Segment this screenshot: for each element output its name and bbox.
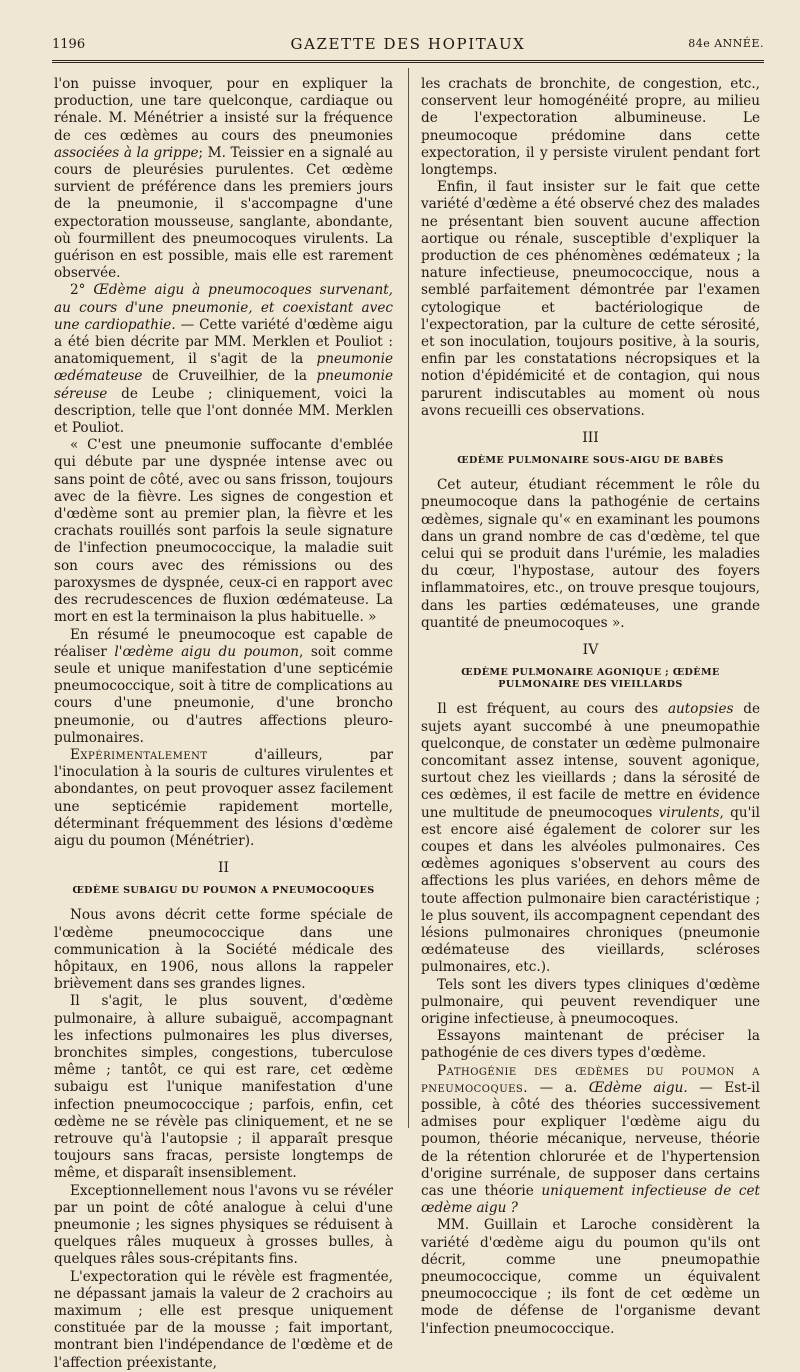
year-label: 84e ANNÉE. xyxy=(688,37,764,50)
paragraph: « C'est une pneumonie suffocante d'emblée qui débute par une dyspnée intense avec ou sans point de côté, avec ou sans frisson, toujours avec de la fièvre. Les signes de congestion et d'œdème sont au premier plan, la fièvre et les crachats rouillés sont parfois la seule signature de l'infection pneumococcique, la maladie suit son cours avec des rémissions ou des paroxysmes de dyspnée, ceux-ci en rapport avec des recrudescences de fluxion œdémateuse. La mort en est la terminaison la plus habituelle. » xyxy=(54,437,393,626)
section-heading: ŒDÈME PULMONAIRE SOUS-AIGU DE BABÈS xyxy=(457,455,724,467)
paragraph: Tels sont les divers types cliniques d'œdème pulmonaire, qui peuvent revendiquer une origine infectieuse, à pneumocoques. xyxy=(421,976,760,1027)
journal-title: GAZETTE DES HOPITAUX xyxy=(290,35,526,53)
paragraph: Exceptionnellement nous l'avons vu se révéler par un point de côté analogue à celui d'une pneumonie ; les signes physiques se réduisent à quelques râles muqueux à grosses bulles, à quelques râles sous-crépitants fins. xyxy=(54,1182,393,1268)
paragraph: Cet auteur, étudiant récemment le rôle du pneumocoque dans la pathogénie de certains œdèmes, signale qu'« en examinant les poumons dans un grand nombre de cas d'œdème, tel que celui qui se produit dans l'urémie, les maladies du cœur, l'hypostase, autour des foyers inflammatoires, etc., on trouve presque toujours, dans les parties œdémateuses, une grande quantité de pneumocoques ». xyxy=(421,477,760,631)
paragraph: les crachats de bronchite, de congestion, etc., conservent leur homogénéité propre, au milieu de l'expectoration albumineuse. Le pneumocoque prédomine dans cette expectoration, il y persiste virulent pendant fort longtemps. xyxy=(421,76,760,179)
column-divider xyxy=(408,68,409,1128)
paragraph: Il est fréquent, au cours des autopsies de sujets ayant succombé à une pneumopathie quelconque, de constater un œdème pulmonaire concomitant assez intense, souvent agonique, surtout chez les vieillards ; dans la sérosité de ces œdèmes, il est facile de mettre en évidence une multitude de pneumocoques virulents, qu'il est encore aisé également de colorer sur les coupes et dans les alvéoles pulmonaires. Ces œdèmes agoniques s'observent au cours des affections les plus variées, en dehors même de toute affection pulmonaire bien caractéristique ; le plus souvent, ils accompagnent cependant des lésions pulmonaires chroniques (pneumonie œdémateuse des vieillards, scléroses pulmonaires, etc.). xyxy=(421,701,761,976)
section-number: III xyxy=(582,430,599,447)
left-column xyxy=(54,76,393,1372)
paragraph: En résumé le pneumocoque est capable de réaliser l'œdème aigu du poumon, soit comme seule et unique manifestation d'une septicémie pneumococcique, soit à titre de complications au cours d'une pneumonie, d'une broncho pneumonie, ou d'autres affections pleuro-pulmonaires. xyxy=(54,626,393,746)
section-heading: ŒDÈME PULMONAIRE AGONIQUE ; ŒDÈME PULMONAIRE DES VIEILLARDS xyxy=(461,667,720,691)
section-number: II xyxy=(217,860,230,877)
section-number: IV xyxy=(582,642,599,659)
paragraph: Expérimentalement d'ailleurs, par l'inoculation à la souris de cultures virulentes et abondantes, on peut provoquer assez facilement une septicémie rapidement mortelle, déterminant fréquemment des lésions d'œdème aigu du poumon (Ménétrier). xyxy=(54,746,393,849)
paragraph: L'expectoration qui le révèle est fragmentée, ne dépassant jamais la valeur de 2 crachoirs au maximum ; elle est presque uniquement constituée par de la mousse ; fait important, montrant bien l'indépendance de l'œdème et de l'affection préexistante, xyxy=(54,1268,393,1371)
paragraph: Nous avons décrit cette forme spéciale de l'œdème pneumococcique dans une communication à la Société médicale des hôpitaux, en 1906, nous allons la rappeler brièvement dans ses grandes lignes. xyxy=(54,907,393,993)
right-column xyxy=(421,76,760,1338)
paragraph: 2° Œdème aigu à pneumocoques survenant, au cours d'une pneumonie, et coexistant avec une cardiopathie. — Cette variété d'œdème aigu a été bien décrite par MM. Merklen et Pouliot : anatomiquement, il s'agit de la pneumonie œdémateuse de Cruveilhier, de la pneumonie séreuse de Leube ; cliniquement, voici la description, telle que l'ont donnée MM. Merklen et Pouliot. xyxy=(54,282,393,437)
header-rule xyxy=(52,60,764,63)
paragraph: MM. Guillain et Laroche considèrent la variété d'œdème aigu du poumon qu'ils ont décrit, comme une pneumopathie pneumococcique, comme un équivalent pneumococcique ; ils font de cet œdème un mode de défense de l'organisme devant l'infection pneumococcique. xyxy=(421,1217,760,1337)
paragraph: Enfin, il faut insister sur le fait que cette variété d'œdème a été observé chez des malades ne présentant bien souvent aucune affection aortique ou rénale, susceptible d'expliquer la production de ces phénomènes œdémateux ; la nature infectieuse, pneumococcique, nous a semblé parfaitement démontrée par l'examen cytologique et bactériologique de l'expectoration, par la culture de cette sérosité, et son inoculation, toujours positive, à la souris, enfin par les constatations nécropsiques et la notion d'épidémicité et de contagion, qui nous parurent indiscutables au moment où nous avons recueilli ces observations. xyxy=(421,179,760,419)
paragraph: l'on puisse invoquer, pour en expliquer la production, une tare quelconque, cardiaque ou rénale. M. Ménétrier a insisté sur la fréquence de ces œdèmes au cours des pneumonies associées à la grippe; M. Teissier en a signalé au cours de pleurésies purulentes. Cet œdème survient de préférence dans les premiers jours de la pneumonie, il s'accompagne d'une expectoration mousseuse, sanglante, abondante, où fourmillent des pneumocoques virulents. La guérison en est possible, mais elle est rarement observée. xyxy=(54,76,393,282)
paragraph: Essayons maintenant de préciser la pathogénie de ces divers types d'œdème. xyxy=(421,1028,760,1062)
page-number: 1196 xyxy=(52,37,86,52)
paragraph: Il s'agit, le plus souvent, d'œdème pulmonaire, à allure subaiguë, accompagnant les infections pulmonaires les plus diverses, bronchites simples, congestions, tuberculose même ; tantôt, ce qui est rare, cet œdème subaigu est l'unique manifestation d'une infection pneumococcique ; parfois, enfin, cet œdème ne se révèle pas cliniquement, et ne se retrouve qu'à l'autopsie ; il apparaît presque toujours sans fracas, persiste longtemps de même, et disparaît insensiblement. xyxy=(54,993,393,1182)
paragraph: Pathogénie des œdèmes du poumon a pneumocoques. — a. Œdème aigu. — Est-il possible, à côté des théories successivement admises pour expliquer l'œdème aigu du poumon, théorie mécanique, nerveuse, théorie de la rétention chlorurée et de l'hypertension d'origine surrénale, de supposer dans certains cas une théorie uniquement infectieuse de cet œdème aigu ? xyxy=(421,1062,761,1217)
section-heading: ŒDÈME SUBAIGU DU POUMON A PNEUMOCOQUES xyxy=(72,885,375,897)
page-header xyxy=(52,33,764,57)
